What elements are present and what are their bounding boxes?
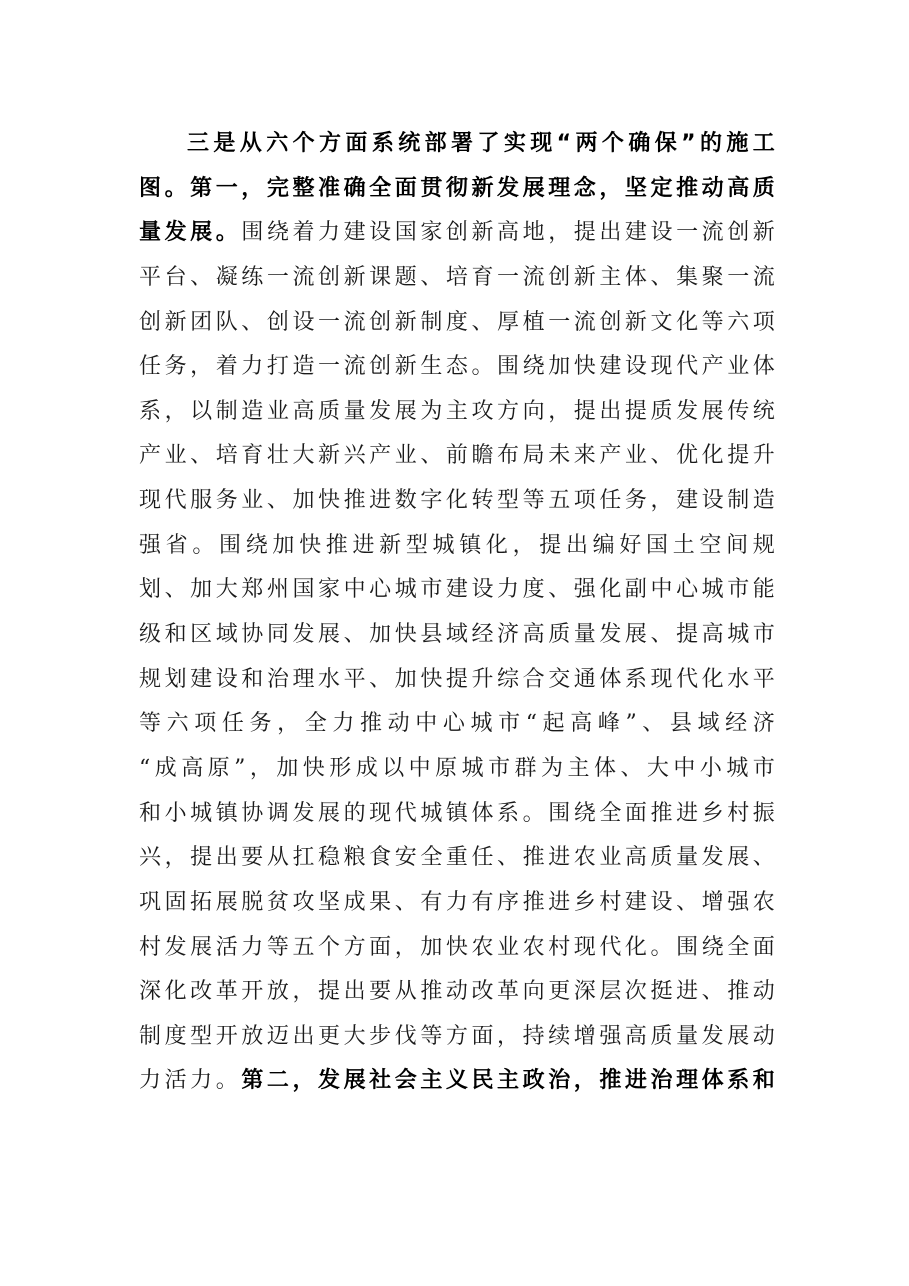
text-line (139, 568, 775, 613)
bold-text: 第二，发展社会主义民主政治，推进治理体系和 (241, 1068, 776, 1094)
body-text: 平台、凝练一流创新课题、培育一流创新主体、集聚一流 (139, 264, 775, 290)
body-text: 深化改革开放，提出要从推动改革向更深层次挺进、推动 (139, 979, 775, 1005)
body-text: 系，以制造业高质量发展为主攻方向，提出提质发展传统 (139, 398, 775, 424)
text-line (139, 970, 775, 1015)
text-line (139, 881, 775, 926)
text-line (139, 702, 775, 747)
text-line (139, 167, 775, 212)
body-text: 划、加大郑州国家中心城市建设力度、强化副中心城市能 (139, 577, 775, 603)
body-paragraph (139, 122, 775, 1104)
body-text: 强省。围绕加快推进新型城镇化，提出编好国土空间规 (139, 532, 775, 558)
text-line (139, 524, 775, 569)
body-text: 任务，着力打造一流创新生态。围绕加快建设现代产业体 (139, 354, 775, 380)
bold-text: 三是从六个方面系统部署了实现“两个确保”的施工 (187, 131, 775, 156)
body-text: 制度型开放迈出更大步伐等方面，持续增强高质量发展动 (139, 1023, 775, 1049)
bold-text: 量发展。 (139, 220, 242, 246)
text-line (139, 747, 775, 792)
body-text: 力活力。 (139, 1068, 242, 1094)
body-text: 兴，提出要从扛稳粮食安全重任、推进农业高质量发展、 (139, 845, 775, 871)
text-line (139, 792, 775, 837)
text-line (139, 613, 775, 658)
text-line (139, 434, 775, 479)
body-text: 围绕着力建设国家创新高地，提出建设一流创新 (241, 220, 776, 246)
body-text: 规划建设和治理水平、加快提升综合交通体系现代化水平 (139, 666, 775, 692)
body-text: 和小城镇协调发展的现代城镇体系。围绕全面推进乡村振 (139, 800, 775, 826)
text-line (139, 479, 775, 524)
text-line (139, 1015, 775, 1060)
body-text: “成高原”，加快形成以中原城市群为主体、大中小城市 (139, 755, 775, 781)
text-line (139, 301, 775, 346)
text-line (139, 658, 775, 703)
text-line (139, 1059, 775, 1104)
text-line (139, 122, 775, 167)
body-text: 级和区域协同发展、加快县域经济高质量发展、提高城市 (139, 622, 775, 648)
text-line (139, 390, 775, 435)
body-text: 村发展活力等五个方面，加快农业农村现代化。围绕全面 (139, 934, 775, 960)
text-line (139, 211, 775, 256)
text-line (139, 926, 775, 971)
text-line (139, 345, 775, 390)
body-text: 巩固拓展脱贫攻坚成果、有力有序推进乡村建设、增强农 (139, 889, 775, 915)
body-text: 等六项任务，全力推动中心城市“起高峰”、县域经济 (139, 711, 775, 737)
text-line (139, 256, 775, 301)
body-text: 创新团队、创设一流创新制度、厚植一流创新文化等六项 (139, 309, 775, 335)
body-text: 现代服务业、加快推进数字化转型等五项任务，建设制造 (139, 488, 775, 514)
text-line (139, 836, 775, 881)
body-text: 产业、培育壮大新兴产业、前瞻布局未来产业、优化提升 (139, 443, 775, 469)
bold-text: 图。第一，完整准确全面贯彻新发展理念，坚定推动高质 (139, 175, 775, 201)
